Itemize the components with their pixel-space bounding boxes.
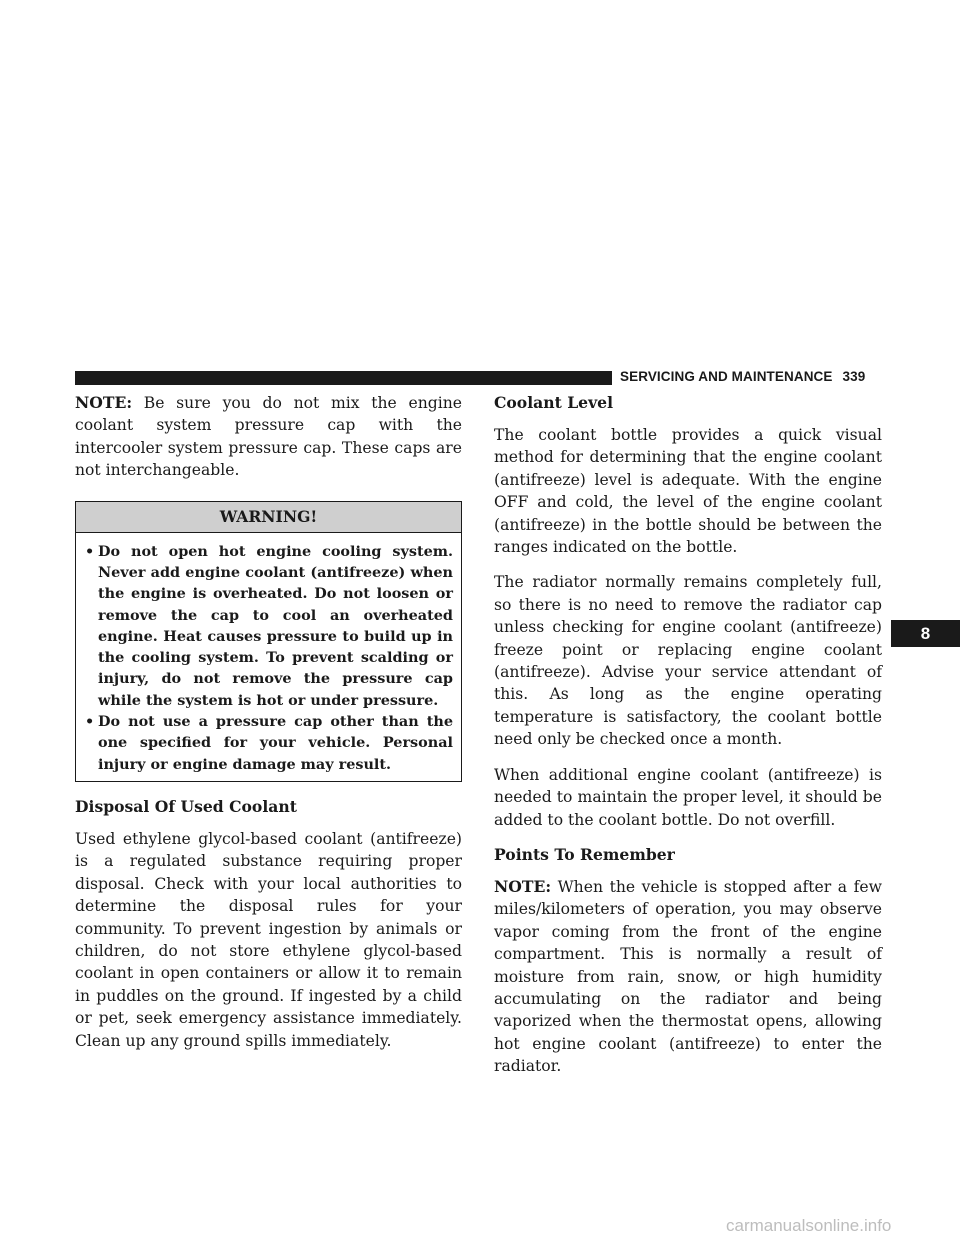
disposal-paragraph: Used ethylene glycol-based coolant (antifreeze) is a regulated substance requiring proper disposal. Check with your local authorities to determine the disposal rules for your community. To prevent ingestion by animals or children, do not store ethylene glycol-based coolant in open containers or allow it to remain in puddles on the ground. If ingested by a child or pet, seek emergency assistance immediately. Clean up any ground spills immediately.	[75, 829, 462, 1050]
section-title: SERVICING AND MAINTENANCE	[620, 369, 833, 384]
disposal-heading: Disposal Of Used Coolant	[75, 796, 297, 816]
warning-item-text: Do not use a pressure cap other than the one specified for your vehicle. Personal injury or engine damage may result.	[98, 713, 453, 773]
warning-title: WARNING!	[76, 502, 461, 533]
warning-list	[76, 533, 461, 781]
warning-box	[75, 501, 462, 782]
coolant-level-paragraph-1: The coolant bottle provides a quick visual method for determining that the engine coolant (antifreeze) level is adequate. With the engine OFF and cold, the level of the engine coolant (antifreeze) in the bottle should be between the ranges indicated on the bottle.	[494, 426, 882, 557]
coolant-level-paragraph-2: The radiator normally remains completely full, so there is no need to remove the radiator cap unless checking for engine coolant (antifreeze) freeze point or replacing engine coolant (antifreeze). Advise your service attendant of this. As long as the engine operating temperature is satisfactory, the coolant bottle need only be checked once a month.	[494, 573, 882, 749]
page-number: 339	[842, 369, 866, 384]
right-column	[494, 392, 882, 1091]
points-note-text: When the vehicle is stopped after a few miles/kilometers of operation, you may observe vapor coming from the front of the engine compartment. This is normally a result of moisture from rain, snow, or high humidity accumulating on the radiator and being vaporized when the thermostat opens, allowing hot engine coolant (antifreeze) to enter the radiator.	[494, 877, 882, 1076]
warning-item-text: Do not open hot engine cooling system. Never add engine coolant (antifreeze) when the engine is overheated. Do not loosen or remove the cap to cool an overheated engine. Heat causes pressure to build up in the cooling system. To prevent scalding or injury, do not remove the pressure cap while the system is hot or under pressure.	[98, 542, 453, 709]
header-rule	[75, 371, 612, 385]
coolant-level-heading: Coolant Level	[494, 393, 614, 412]
left-column	[75, 392, 462, 1065]
warning-item	[85, 541, 453, 711]
points-note-label: NOTE:	[494, 876, 552, 896]
chapter-tab: 8	[891, 620, 960, 647]
bullet-icon: •	[85, 713, 95, 730]
note-label: NOTE:	[75, 393, 133, 412]
running-header	[620, 369, 865, 384]
note-paragraph	[75, 392, 462, 482]
coolant-level-paragraph-3: When additional engine coolant (antifreeze) is needed to maintain the proper level, it should be added to the coolant bottle. Do not overfill.	[494, 765, 882, 829]
points-heading: Points To Remember	[494, 844, 675, 864]
warning-item	[85, 711, 453, 775]
bullet-icon: •	[85, 542, 95, 560]
points-note-paragraph	[494, 876, 882, 1078]
watermark: carmanualsonline.info	[726, 1216, 892, 1235]
note-text: Be sure you do not mix the engine coolant system pressure cap with the intercooler system pressure cap. These caps are not interchangeable.	[75, 394, 462, 480]
